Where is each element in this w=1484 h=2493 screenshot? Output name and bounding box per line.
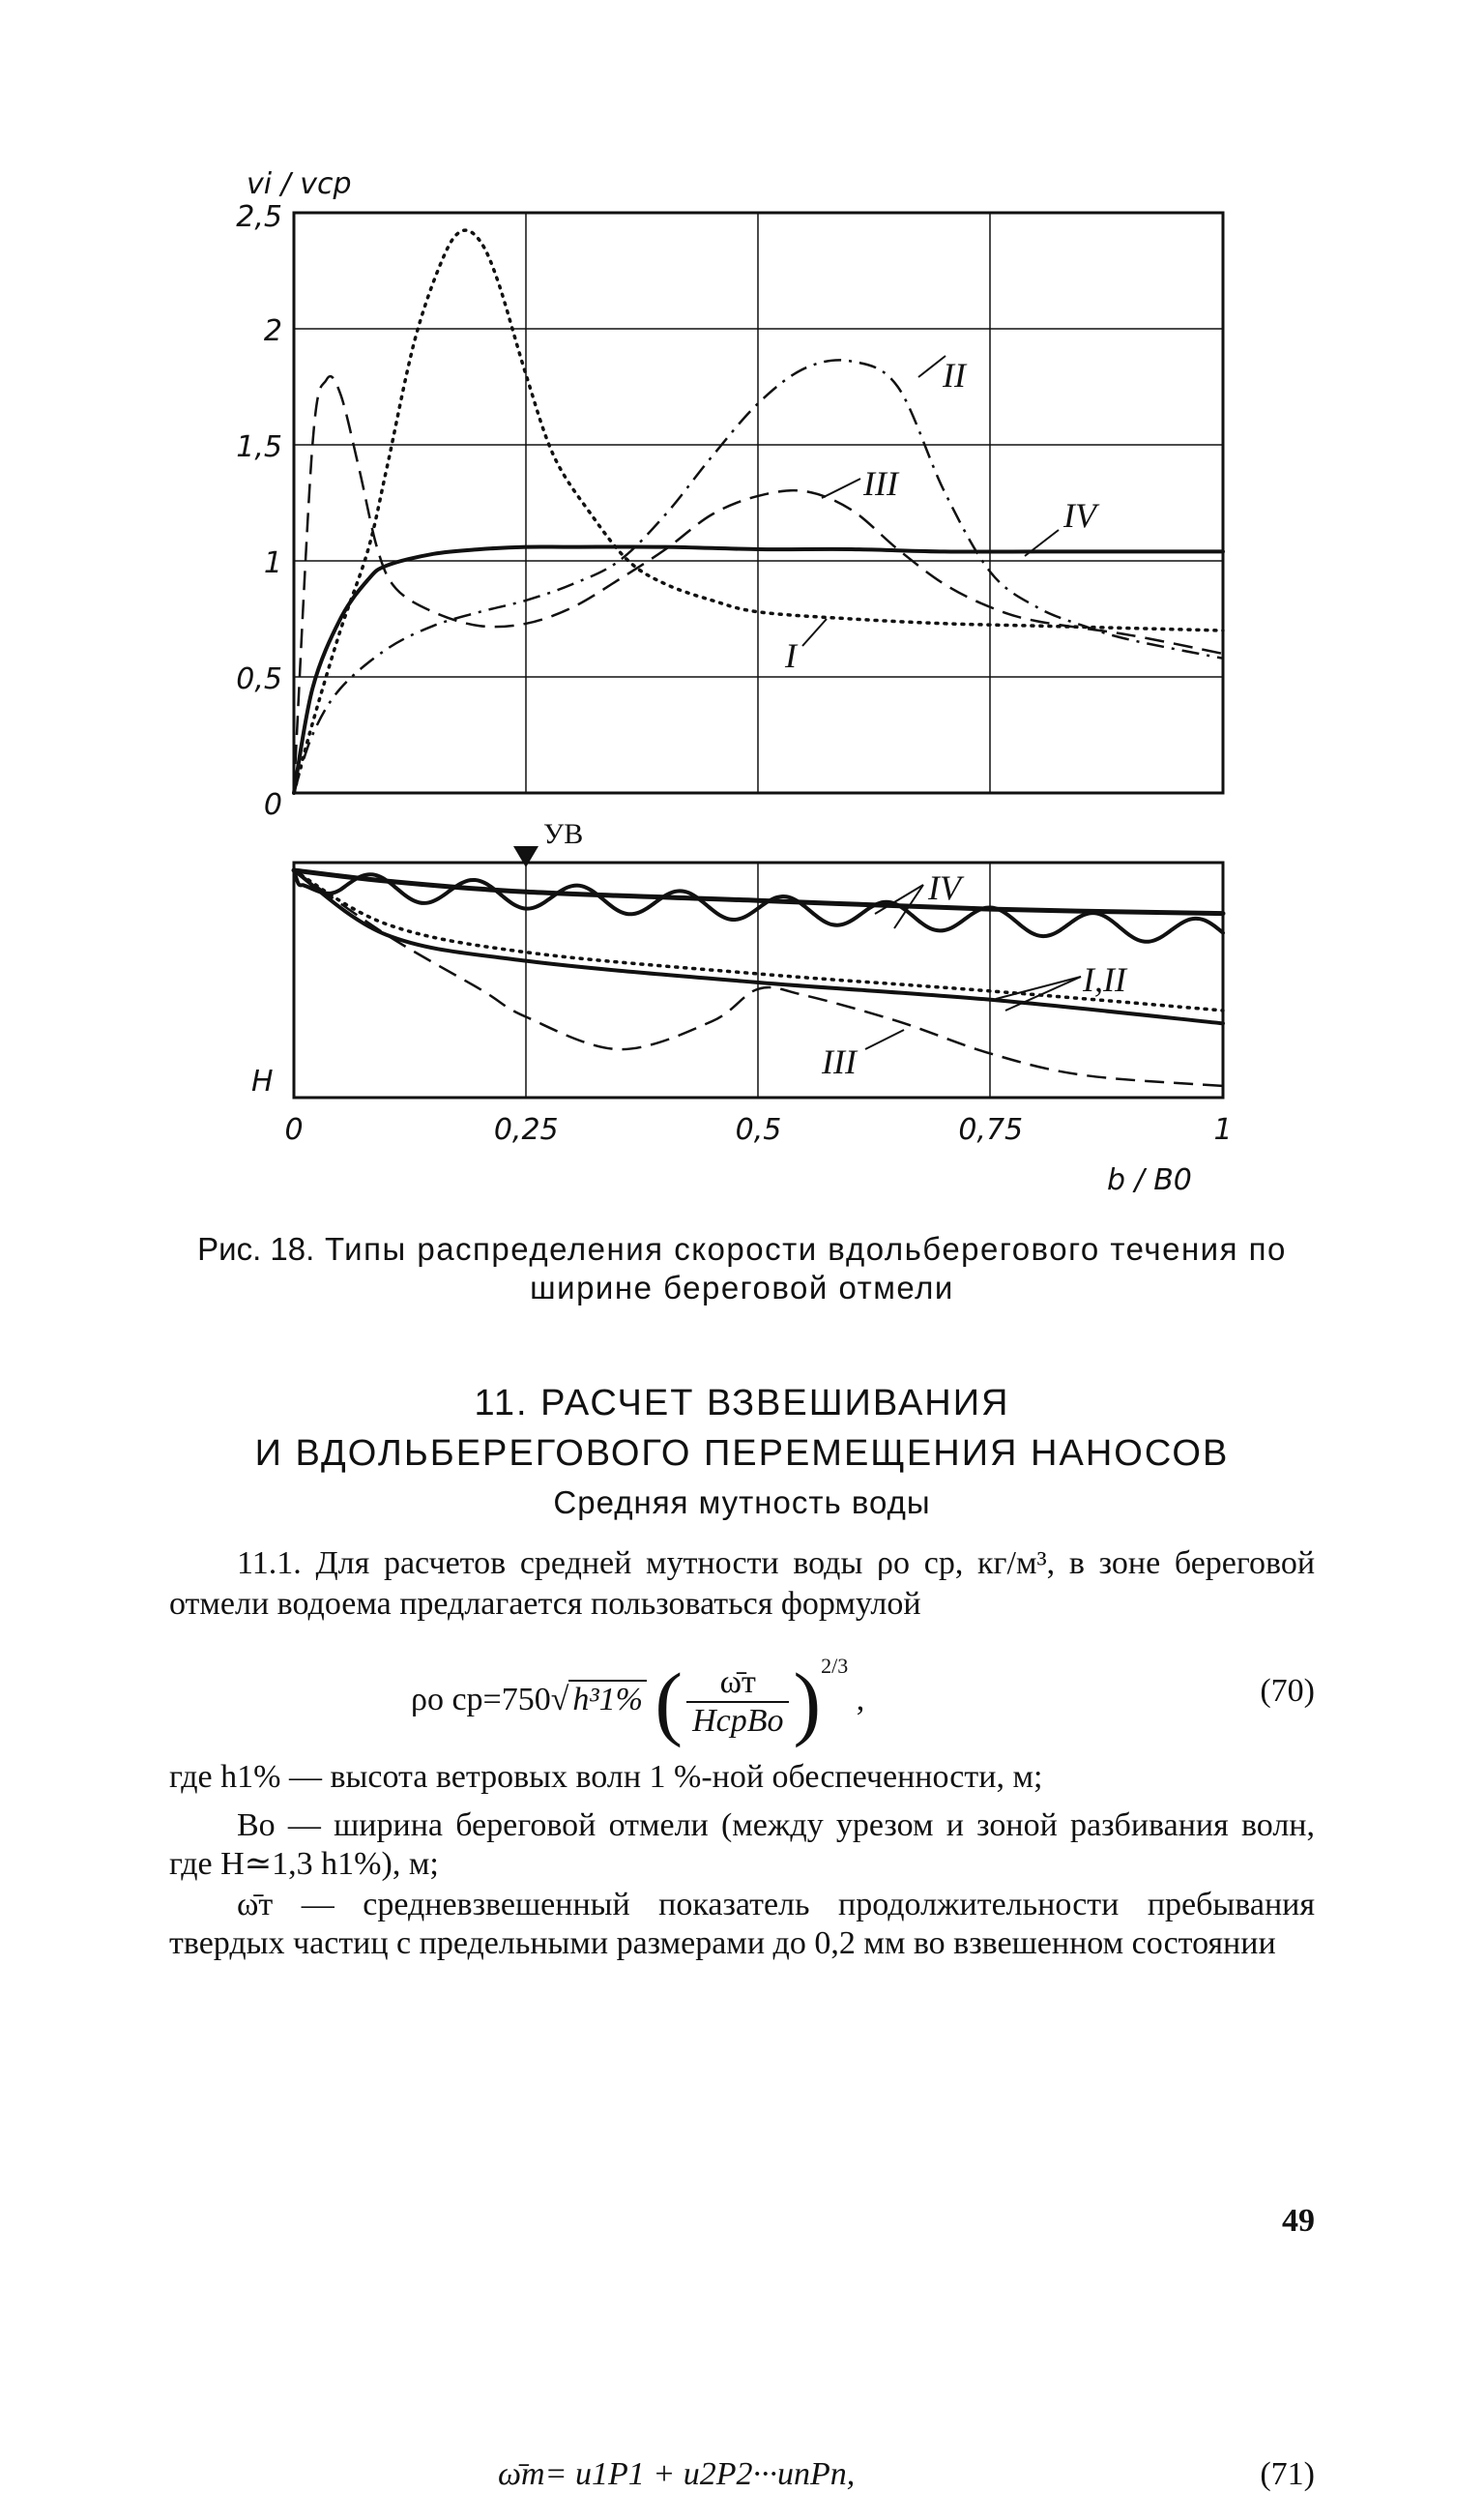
x-tick-label: 0,5 bbox=[735, 1113, 782, 1147]
formula-70-number: (70) bbox=[1260, 1673, 1315, 1709]
bottom-label-I-II: I,II bbox=[1083, 960, 1126, 999]
section-title-line-1: 11. РАСЧЕТ ВЗВЕШИВАНИЯ bbox=[474, 1383, 1010, 1423]
formula-70 bbox=[169, 1634, 1315, 1750]
formula-71-expression: ω̄т= u1P1 + u2P2···unPn, bbox=[498, 2456, 856, 2492]
bottom-label-IV: IV bbox=[928, 868, 961, 907]
top-label-leaders bbox=[802, 356, 1059, 646]
paragraph-rest: , кг/м³, в зоне береговой отмели водоема предлагается пользоваться формулой bbox=[169, 1545, 1316, 1622]
formula-70-expression: ρo cp=750√ h³1% ( $\frac{\omegāт}{\text{HcpBo}}$ )$^{2/3}$ , bbox=[411, 1654, 865, 1749]
top-y-ticks bbox=[236, 200, 282, 822]
formula-70-exponent: 2/3 bbox=[821, 1654, 849, 1678]
bottom-label-III: III bbox=[822, 1042, 857, 1081]
paragraph-lead: 11.1. Для расчетов средней мутности воды bbox=[237, 1545, 863, 1581]
definition-b0: Bo — ширина береговой отмели (между урезом и зоной разбивания волн, где H≃1,3 h1%), м; bbox=[169, 1807, 1315, 1882]
formula-71-number: (71) bbox=[1260, 2456, 1315, 2492]
y-tick-label: 2,5 bbox=[236, 200, 282, 234]
x-axis-label: b / B0 bbox=[1107, 1163, 1192, 1197]
bottom-y-axis-label: H bbox=[251, 1065, 274, 1099]
sqrt-icon: √ bbox=[550, 1682, 569, 1717]
y-tick-label: 2 bbox=[263, 314, 282, 348]
top-y-axis-label: vi / vcp bbox=[247, 167, 352, 201]
curve-label-IV: IV bbox=[1063, 496, 1096, 535]
y-tick-label: 0,5 bbox=[236, 662, 282, 696]
formula-70-fraction bbox=[686, 1664, 789, 1740]
formula-70-left: ρo cp=750 bbox=[411, 1682, 551, 1717]
caption-text: Типы распределения скорости вдольберегового течения по ширине береговой отмели bbox=[324, 1231, 1287, 1305]
right-paren-icon: ) bbox=[793, 1656, 822, 1749]
y-tick-label: 0 bbox=[263, 788, 282, 822]
formula-70-denominator: HcpBo bbox=[692, 1703, 784, 1740]
section-heading bbox=[169, 1378, 1315, 1479]
curve-label-II: II bbox=[943, 356, 966, 395]
formula-70-numerator: ω̄т bbox=[686, 1664, 789, 1703]
definition-omega: ω̄т — средневзвешенный показатель продолжительности пребывания твердых частиц с предельными размерами до 0,2 мм во взвешенном состоянии bbox=[169, 1887, 1315, 1961]
paragraph-symbol: ρo cp bbox=[877, 1545, 955, 1581]
definition-h1: где h1% — высота ветровых волн 1 %-ной обеспеченности, м; bbox=[169, 1759, 1043, 1795]
water-edge-marker-icon bbox=[513, 846, 538, 867]
figure-caption bbox=[169, 1230, 1315, 1307]
caption-label: Рис. 18. bbox=[197, 1231, 315, 1267]
x-tick-label: 0,25 bbox=[493, 1113, 559, 1147]
x-tick-label: 0 bbox=[284, 1113, 304, 1147]
paragraph-11-1 bbox=[169, 1543, 1315, 1625]
water-edge-label: УВ bbox=[543, 818, 584, 850]
formula-70-root: h³1% bbox=[568, 1680, 647, 1717]
y-tick-label: 1 bbox=[263, 546, 282, 580]
section-subheading: Средняя мутность воды bbox=[553, 1484, 931, 1520]
figure-18 bbox=[0, 0, 1484, 1228]
x-ticks bbox=[284, 1113, 1232, 1147]
curve-label-I: I bbox=[785, 636, 797, 675]
curve-label-III: III bbox=[863, 464, 898, 503]
section-title-line-2: И ВДОЛЬБЕРЕГОВОГО ПЕРЕМЕЩЕНИЯ НАНОСОВ bbox=[254, 1433, 1230, 1474]
x-tick-label: 0,75 bbox=[958, 1113, 1024, 1147]
y-tick-label: 1,5 bbox=[236, 430, 282, 464]
page-number: 49 bbox=[1282, 2203, 1315, 2239]
left-paren-icon: ( bbox=[655, 1656, 684, 1749]
x-tick-label: 1 bbox=[1213, 1113, 1233, 1147]
